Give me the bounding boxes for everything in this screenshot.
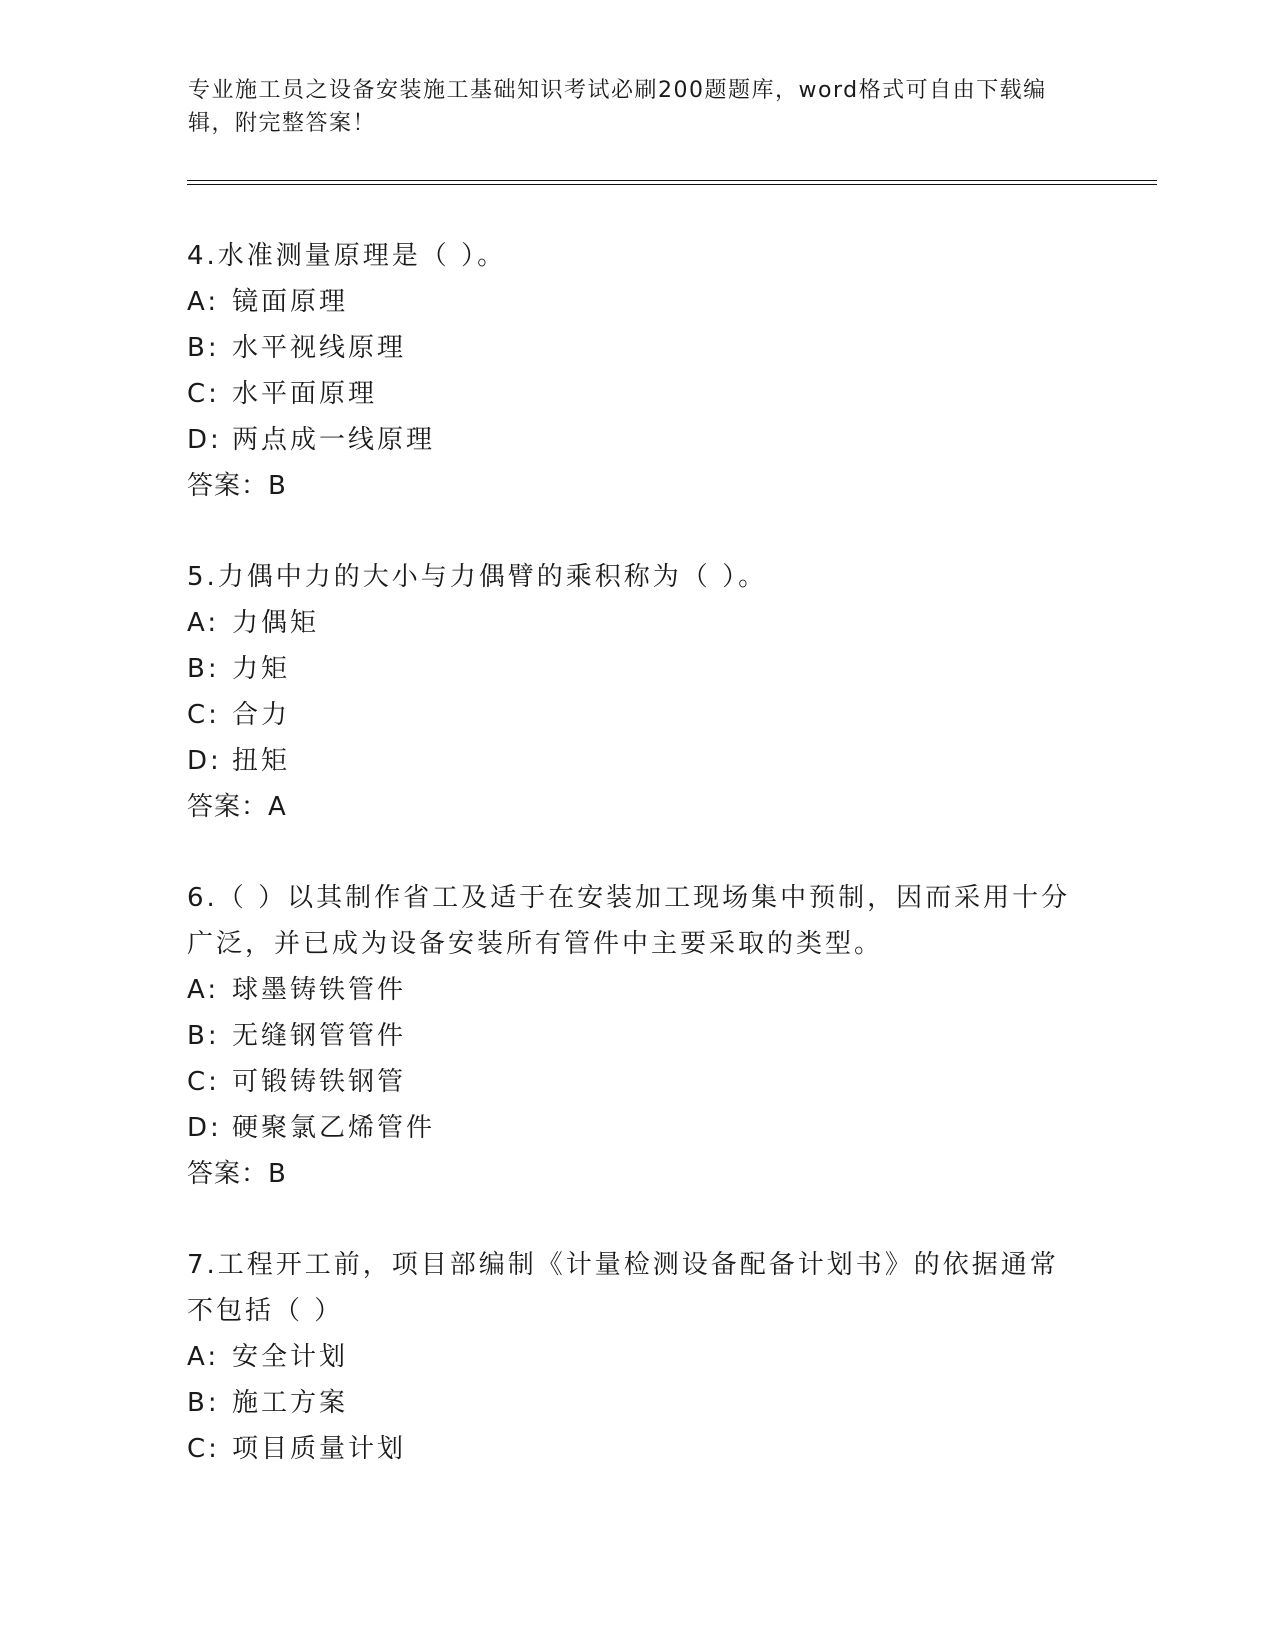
question-text: 7.工程开工前，项目部编制《计量检测设备配备计划书》的依据通常不包括（ ） xyxy=(187,1250,1059,1326)
option-letter: D: xyxy=(187,425,222,455)
option-letter: C: xyxy=(187,700,220,730)
option-letter: D: xyxy=(187,1113,222,1143)
option-b xyxy=(187,325,1087,371)
option-letter: B: xyxy=(187,654,220,684)
option-a xyxy=(187,967,1087,1013)
answer: 答案：B xyxy=(187,471,287,501)
option-text: 水平视线原理 xyxy=(232,333,407,363)
option-text: 扭矩 xyxy=(232,746,291,776)
option-c xyxy=(187,1426,1087,1472)
option-d xyxy=(187,417,1087,463)
option-d xyxy=(187,1105,1087,1151)
option-letter: B: xyxy=(187,333,220,363)
option-letter: B: xyxy=(187,1388,220,1418)
answer: 答案：A xyxy=(187,792,287,822)
option-letter: C: xyxy=(187,1434,220,1464)
option-text: 两点成一线原理 xyxy=(232,425,436,455)
option-text: 安全计划 xyxy=(232,1342,349,1372)
option-a xyxy=(187,1334,1087,1380)
option-text: 球墨铸铁管件 xyxy=(232,975,407,1005)
question-text: 4.水准测量原理是（ ）。 xyxy=(187,241,507,271)
option-text: 无缝钢管管件 xyxy=(232,1021,407,1051)
answer: 答案：B xyxy=(187,1159,287,1189)
question-text: 6.（ ）以其制作省工及适于在安装加工现场集中预制，因而采用十分广泛，并已成为设备安装所有管件中主要采取的类型。 xyxy=(187,883,1071,959)
option-letter: D: xyxy=(187,746,222,776)
option-letter: A: xyxy=(187,287,220,317)
option-a xyxy=(187,600,1087,646)
option-letter: B: xyxy=(187,1021,220,1051)
option-letter: A: xyxy=(187,1342,220,1372)
option-text: 施工方案 xyxy=(232,1388,349,1418)
option-letter: A: xyxy=(187,975,220,1005)
option-b xyxy=(187,1380,1087,1426)
option-text: 镜面原理 xyxy=(232,287,349,317)
option-text: 合力 xyxy=(232,700,291,730)
option-b xyxy=(187,646,1087,692)
option-letter: C: xyxy=(187,1067,220,1097)
question-6 xyxy=(187,875,1087,1197)
option-d xyxy=(187,738,1087,784)
option-text: 可锻铸铁钢管 xyxy=(232,1067,407,1097)
header-title: 专业施工员之设备安装施工基础知识考试必刷200题题库，word格式可自由下载编辑，附完整答案！ xyxy=(188,78,1047,136)
option-c xyxy=(187,692,1087,738)
option-letter: A: xyxy=(187,608,220,638)
question-7 xyxy=(187,1242,1087,1472)
option-text: 水平面原理 xyxy=(232,379,378,409)
option-text: 硬聚氯乙烯管件 xyxy=(232,1113,436,1143)
option-c xyxy=(187,1059,1087,1105)
option-letter: C: xyxy=(187,379,220,409)
option-text: 项目质量计划 xyxy=(232,1434,407,1464)
question-5 xyxy=(187,554,1087,830)
option-c xyxy=(187,371,1087,417)
question-4 xyxy=(187,233,1087,509)
option-text: 力矩 xyxy=(232,654,291,684)
option-a xyxy=(187,279,1087,325)
document-header xyxy=(188,74,1068,140)
option-text: 力偶矩 xyxy=(232,608,320,638)
header-rule-bottom xyxy=(187,184,1157,185)
question-text: 5.力偶中力的大小与力偶臂的乘积称为（ ）。 xyxy=(187,562,768,592)
option-b xyxy=(187,1013,1087,1059)
header-rule-top xyxy=(187,180,1157,181)
question-list xyxy=(187,233,1087,1517)
